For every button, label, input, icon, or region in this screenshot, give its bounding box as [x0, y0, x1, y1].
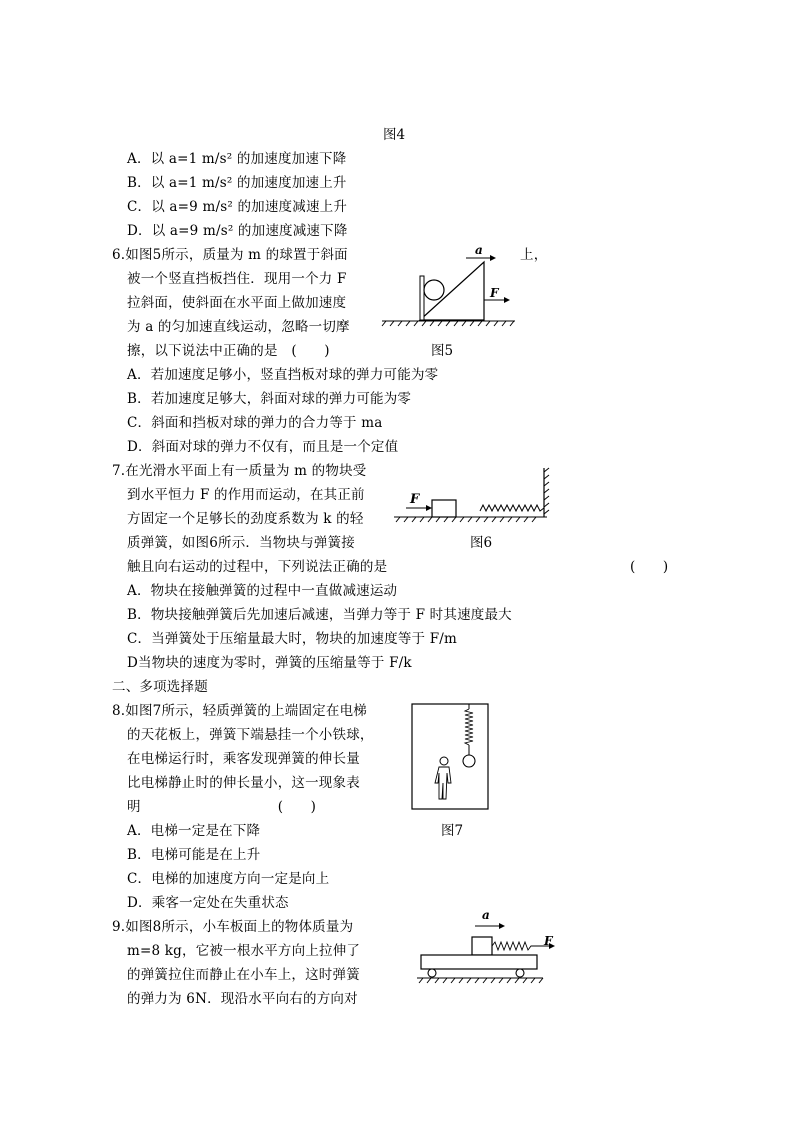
q5-option-d: D．以 a=9 m/s² 的加速度减速下降	[127, 223, 348, 239]
q7-stem-line-1: 7.在光滑水平面上有一质量为 m 的物块受	[112, 463, 367, 479]
q6-stem-line-3: 拉斜面，使斜面在水平面上做加速度	[127, 295, 347, 311]
q8-stem-line-2: 的天花板上，弹簧下端悬挂一个小铁球，	[127, 727, 374, 743]
q8-option-b: B．电梯可能是在上升	[127, 847, 261, 863]
q5-option-c: C．以 a=9 m/s² 的加速度减速上升	[127, 199, 348, 215]
q5-option-a: A．以 a=1 m/s² 的加速度加速下降	[127, 151, 347, 167]
q8-option-c: C．电梯的加速度方向一定是向上	[127, 871, 330, 887]
q6-stem-line-4: 为 a 的匀加速直线运动，忽略一切摩	[127, 319, 350, 335]
q7-option-d: D当物块的速度为零时，弹簧的压缩量等于 F/k	[127, 655, 412, 671]
figure-5-label-f: F	[490, 286, 499, 300]
q7-option-b: B．物块接触弹簧后先加速后减速，当弹力等于 F 时其速度最大	[127, 607, 512, 623]
q9-stem-line-4: 的弹力为 6N．现沿水平向右的方向对	[127, 991, 358, 1007]
figure-5-incline-diagram	[380, 240, 520, 330]
q8-stem-line-3: 在电梯运行时，乘客发现弹簧的伸长量	[127, 751, 360, 767]
q8-stem-line-1: 8.如图7所示，轻质弹簧的上端固定在电梯	[112, 703, 367, 719]
q6-option-c: C．斜面和挡板对球的弹力的合力等于 ma	[127, 415, 383, 431]
q8-option-a: A．电梯一定是在下降	[127, 823, 261, 839]
figure-4-caption: 图4	[383, 127, 406, 143]
q7-stem-line-5: 触且向右运动的过程中，下列说法正确的是	[127, 559, 388, 575]
q8-stem-line-4: 比电梯静止时的伸长量小，这一现象表	[127, 775, 360, 791]
q7-answer-paren: ( )	[630, 559, 669, 575]
figure-8-cart-diagram	[415, 915, 565, 990]
q6-option-d: D．斜面对球的弹力不仅有，而且是一个定值	[127, 439, 399, 455]
q8-stem-line-5: 明 ( )	[127, 799, 317, 815]
q9-stem-line-3: 的弹簧拉住而静止在小车上，这时弹簧	[127, 967, 360, 983]
section-2-heading: 二、多项选择题	[112, 679, 208, 695]
q6-stem-line-2: 被一个竖直挡板挡住．现用一个力 F	[127, 271, 347, 287]
figure-7-caption: 图7	[441, 823, 464, 839]
q9-stem-line-2: m=8 kg，它被一根水平方向上拉伸了	[127, 943, 361, 959]
q7-stem-line-4: 质弹簧，如图6所示．当物块与弹簧接	[127, 535, 355, 551]
q8-option-d: D．乘客一定处在失重状态	[127, 895, 289, 911]
q6-stem-line-5: 擦，以下说法中正确的是 ( )	[127, 343, 330, 359]
q6-stem-tail: 上，	[520, 247, 548, 263]
q6-option-a: A．若加速度足够小，竖直挡板对球的弹力可能为零	[127, 367, 439, 383]
figure-6-caption: 图6	[470, 535, 493, 551]
q7-stem-line-2: 到水平恒力 F 的作用而运动，在其正前	[127, 487, 365, 503]
q9-stem-line-1: 9.如图8所示，小车板面上的物体质量为	[112, 919, 354, 935]
q7-option-c: C．当弹簧处于压缩量最大时，物块的加速度等于 F/m	[127, 631, 458, 647]
q6-stem-line-1: 6.如图5所示，质量为 m 的球置于斜面	[112, 247, 348, 263]
q7-option-a: A．物块在接触弹簧的过程中一直做减速运动	[127, 583, 398, 599]
figure-5-label-a: a	[475, 243, 483, 257]
figure-6-label-f: F	[410, 492, 420, 507]
q6-option-b: B．若加速度足够大，斜面对球的弹力可能为零	[127, 391, 412, 407]
q7-stem-line-3: 方固定一个足够长的劲度系数为 k 的轻	[127, 511, 364, 527]
q5-option-b: B．以 a=1 m/s² 的加速度加速上升	[127, 175, 347, 191]
figure-8-label-f: F	[544, 934, 553, 948]
figure-7-elevator-diagram	[411, 703, 491, 811]
figure-5-caption: 图5	[431, 343, 454, 359]
figure-8-label-a: a	[482, 908, 490, 922]
